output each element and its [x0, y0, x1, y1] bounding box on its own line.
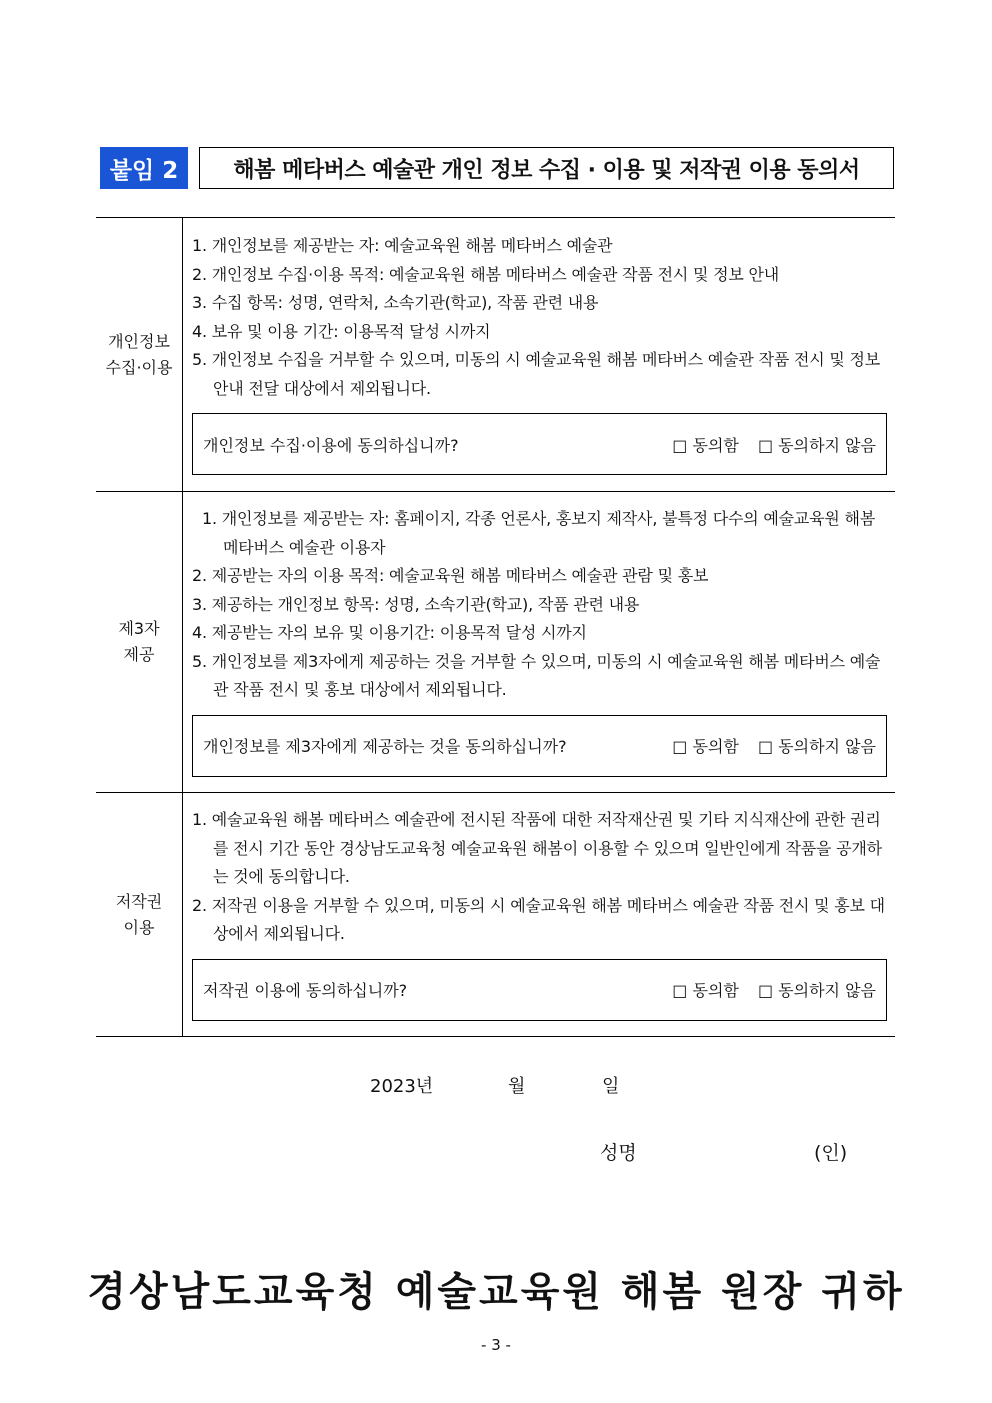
list-item: 3. 제공하는 개인정보 항목: 성명, 소속기관(학교), 작품 관련 내용	[192, 594, 640, 614]
consent-question-box	[192, 715, 887, 777]
document-header	[100, 147, 894, 189]
consent-question: 개인정보를 제3자에게 제공하는 것을 동의하십니까?	[203, 737, 567, 757]
consent-table	[96, 217, 895, 1037]
disagree-checkbox[interactable]: □ 동의하지 않음	[757, 737, 876, 757]
section-personal-info	[96, 218, 895, 492]
section-content	[183, 492, 896, 793]
consent-question: 저작권 이용에 동의하십니까?	[203, 981, 408, 1001]
consent-question-box	[192, 413, 887, 475]
disagree-checkbox[interactable]: □ 동의하지 않음	[757, 435, 876, 455]
document-title: 해봄 메타버스 예술관 개인 정보 수집 · 이용 및 저작권 이용 동의서	[199, 147, 894, 189]
attachment-badge: 붙임 2	[100, 147, 188, 189]
date-year: 2023년	[370, 1076, 434, 1097]
section-third-party	[96, 492, 895, 793]
list-item: 5. 개인정보를 제3자에게 제공하는 것을 거부할 수 있으며, 미동의 시 예술교육원 해봄 메타버스 예술관 작품 전시 및 홍보 대상에서 제외됩니다.	[192, 651, 881, 700]
addressee: 경상남도교육청 예술교육원 해봄 원장 귀하	[87, 1269, 905, 1315]
signature-name-label: 성명	[600, 1142, 637, 1164]
agree-checkbox[interactable]: □ 동의함	[672, 435, 739, 455]
list-item: 5. 개인정보 수집을 거부할 수 있으며, 미동의 시 예술교육원 해봄 메타버스 예술관 작품 전시 및 정보 안내 전달 대상에서 제외됩니다.	[192, 350, 881, 398]
list-item: 3. 수집 항목: 성명, 연락처, 소속기관(학교), 작품 관련 내용	[192, 293, 599, 312]
list-item: 2. 제공받는 자의 이용 목적: 예술교육원 해봄 메타버스 예술관 관람 및 홍보	[192, 566, 709, 586]
agree-checkbox[interactable]: □ 동의함	[672, 737, 739, 757]
list-item: 4. 제공받는 자의 보유 및 이용기간: 이용목적 달성 시까지	[192, 623, 587, 643]
signature-seal: (인)	[814, 1142, 848, 1164]
list-item: 1. 개인정보를 제공받는 자: 홈페이지, 각종 언론사, 홍보지 제작사, 불특정 다수의 예술교육원 해봄 메타버스 예술관 이용자	[202, 509, 876, 557]
section-label: 저작권 이용	[96, 793, 183, 1037]
section-label: 제3자 제공	[96, 492, 183, 793]
list-item: 1. 개인정보를 제공받는 자: 예술교육원 해봄 메타버스 예술관	[192, 236, 613, 255]
section-copyright	[96, 793, 895, 1037]
section-label: 개인정보 수집·이용	[96, 218, 183, 492]
list-item: 2. 저작권 이용을 거부할 수 있으며, 미동의 시 예술교육원 해봄 메타버스 예술관 작품 전시 및 홍보 대상에서 제외됩니다.	[192, 895, 885, 944]
list-item: 2. 개인정보 수집·이용 목적: 예술교육원 해봄 메타버스 예술관 작품 전시 및 정보 안내	[192, 264, 780, 284]
consent-question: 개인정보 수집·이용에 동의하십니까?	[203, 435, 459, 455]
agree-checkbox[interactable]: □ 동의함	[672, 981, 739, 1001]
section-content	[183, 793, 896, 1037]
disagree-checkbox[interactable]: □ 동의하지 않음	[757, 981, 876, 1001]
page-number: - 3 -	[481, 1336, 511, 1354]
date-month: 월	[508, 1076, 526, 1097]
list-item: 1. 예술교육원 해봄 메타버스 예술관에 전시된 작품에 대한 저작재산권 및 기타 지식재산에 관한 권리를 전시 기간 동안 경상남도교육청 예술교육원 해봄이 이용할 수 있으며 일반인에게 작품을 공개하는 것에 동의합니다.	[192, 810, 882, 887]
consent-question-box	[192, 959, 887, 1021]
date-day: 일	[602, 1076, 620, 1097]
section-content	[183, 218, 896, 492]
list-item: 4. 보유 및 이용 기간: 이용목적 달성 시까지	[192, 321, 491, 341]
